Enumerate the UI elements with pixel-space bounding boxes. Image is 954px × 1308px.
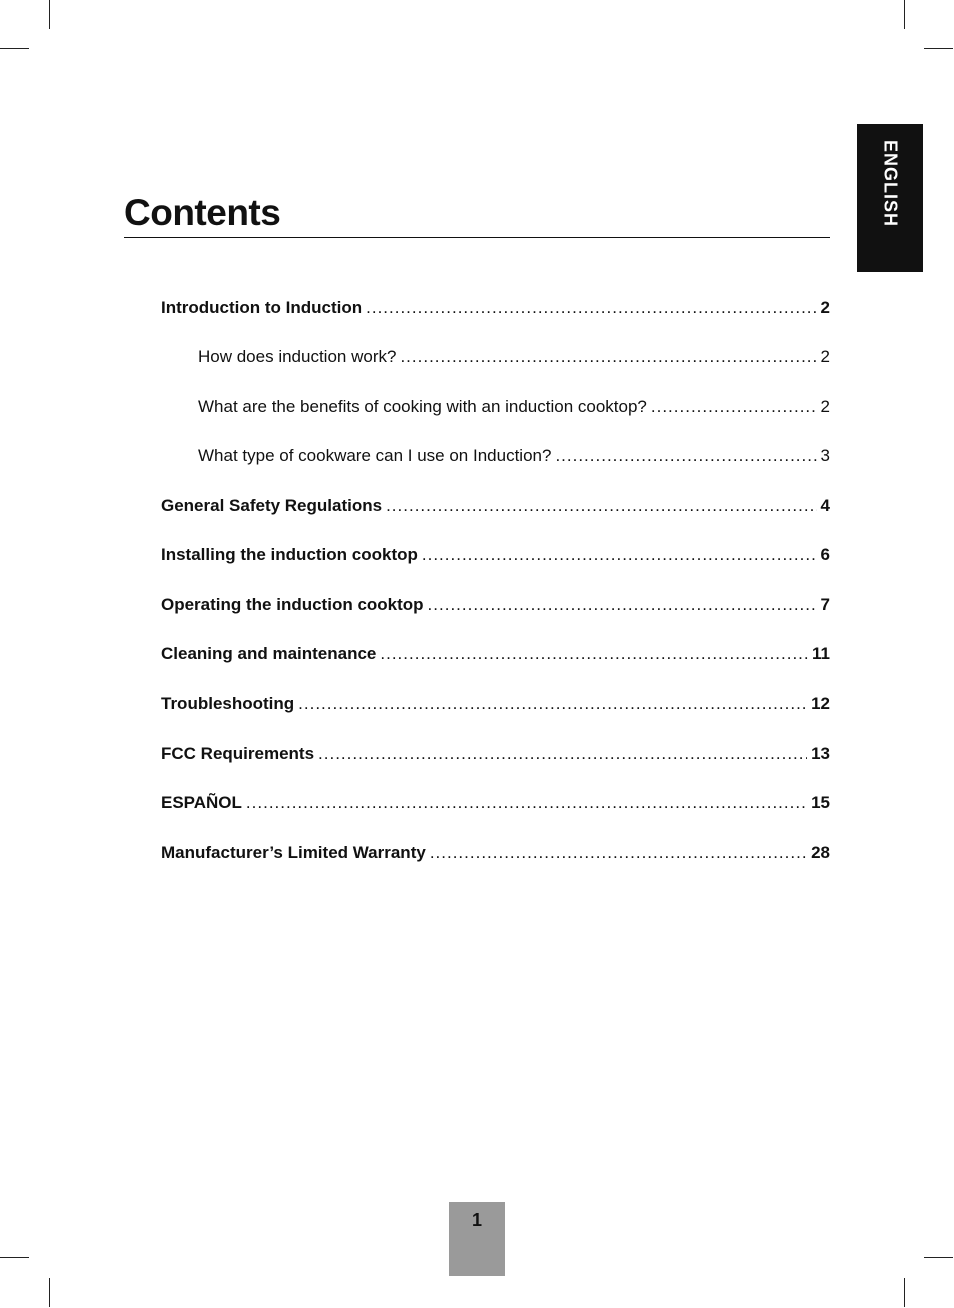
crop-mark-bottom-left-horizontal [0, 1257, 29, 1258]
toc-entry-page: 2 [820, 347, 830, 366]
toc-entry-page: 12 [811, 694, 830, 713]
toc-entry[interactable] [161, 296, 830, 320]
crop-mark-bottom-right-horizontal [924, 1257, 953, 1258]
toc-leader-dots [428, 593, 817, 617]
toc-entry-page: 4 [820, 496, 830, 515]
toc-entry-label: Operating the induction cooktop [161, 595, 424, 614]
crop-mark-top-left-horizontal [0, 48, 29, 49]
toc-entry-label: Introduction to Induction [161, 298, 363, 317]
crop-mark-top-left-vertical [49, 0, 50, 29]
toc-entry-label: General Safety Regulations [161, 496, 383, 515]
toc-entry[interactable] [198, 345, 830, 369]
toc-leader-dots [555, 444, 816, 468]
toc-entry[interactable] [161, 841, 830, 865]
toc-entry-label: Manufacturer’s Limited Warranty [161, 843, 426, 862]
crop-mark-top-right-horizontal [924, 48, 953, 49]
toc-leader-dots [246, 791, 807, 815]
toc-entry-label: Cleaning and maintenance [161, 644, 377, 663]
toc-leader-dots [318, 742, 807, 766]
page-number-box [449, 1202, 505, 1276]
crop-mark-top-right-vertical [904, 0, 905, 29]
toc-leader-dots [366, 296, 816, 320]
toc-entry[interactable] [161, 791, 830, 815]
crop-mark-bottom-left-vertical [49, 1278, 50, 1307]
toc-entry-label: ESPAÑOL [161, 793, 242, 812]
toc-entry-page: 13 [811, 744, 830, 763]
toc-entry-page: 7 [820, 595, 830, 614]
toc-entry-label: What are the benefits of cooking with an induction cooktop? [198, 397, 647, 416]
page-number: 1 [471, 1210, 482, 1230]
toc-entry[interactable] [161, 494, 830, 518]
toc-entry-page: 2 [820, 298, 830, 317]
toc-entry-page: 28 [811, 843, 830, 862]
toc-entry-page: 3 [820, 446, 830, 465]
title-rule [124, 237, 830, 238]
toc-entry-label: Troubleshooting [161, 694, 295, 713]
toc-leader-dots [400, 345, 816, 369]
toc-entry[interactable] [198, 395, 830, 419]
toc-entry-page: 15 [811, 793, 830, 812]
toc-entry[interactable] [161, 642, 830, 666]
crop-mark-bottom-right-vertical [904, 1278, 905, 1307]
toc-leader-dots [386, 494, 816, 518]
toc-entry-label: Installing the induction cooktop [161, 545, 418, 564]
toc-entry-label: FCC Requirements [161, 744, 315, 763]
toc-entry[interactable] [161, 692, 830, 716]
toc-entry-page: 2 [820, 397, 830, 416]
toc-entry[interactable] [161, 543, 830, 567]
toc-entry[interactable] [161, 742, 830, 766]
toc-entry-label: How does induction work? [198, 347, 397, 366]
toc-entry[interactable] [198, 444, 830, 468]
toc-entry[interactable] [161, 593, 830, 617]
toc-entry-page: 6 [820, 545, 830, 564]
toc-leader-dots [422, 543, 817, 567]
toc-leader-dots [298, 692, 807, 716]
toc-entry-label: What type of cookware can I use on Induction? [198, 446, 552, 465]
toc-entry-page: 11 [812, 644, 830, 663]
toc-leader-dots [651, 395, 817, 419]
language-tab-label: ENGLISH [880, 140, 901, 228]
page-title: Contents [124, 192, 281, 233]
language-tab [857, 124, 923, 272]
toc-leader-dots [430, 841, 807, 865]
toc-leader-dots [380, 642, 808, 666]
